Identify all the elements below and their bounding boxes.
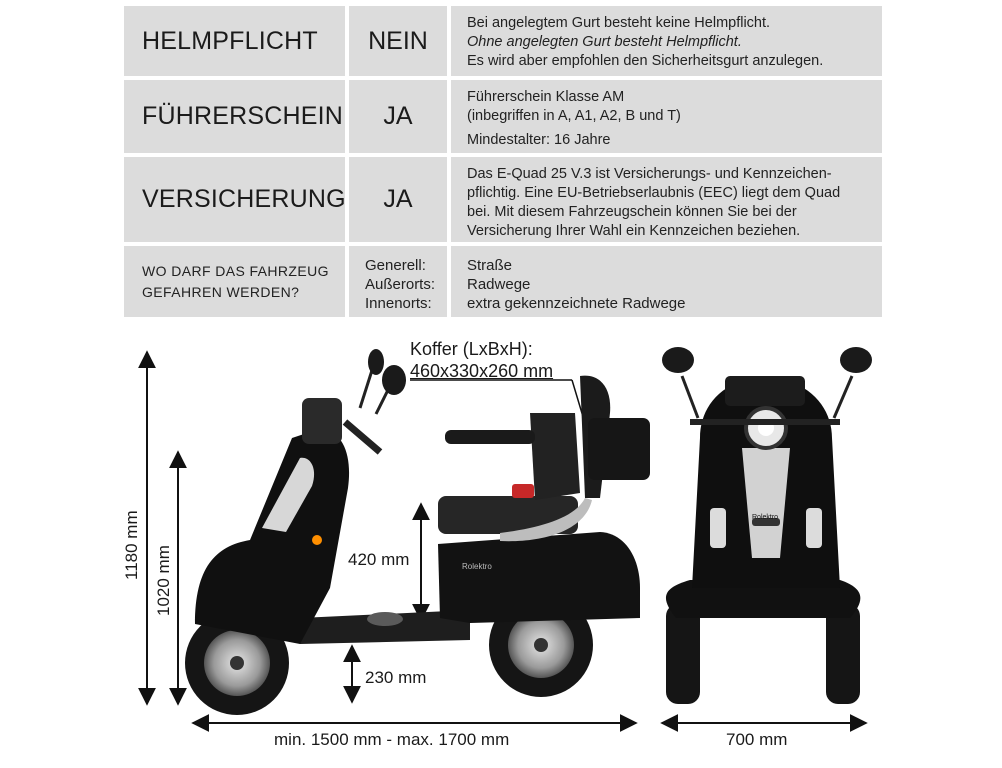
where-key: Generell:: [365, 257, 426, 274]
row-label-cell: [124, 157, 345, 242]
where-label: [142, 261, 329, 303]
where-key: Außerorts:: [365, 276, 436, 293]
width-label: 700 mm: [726, 730, 788, 749]
row-description: [451, 6, 882, 76]
description-line: Mindestalter: 16 Jahre: [467, 132, 611, 148]
row-value: JA: [383, 185, 413, 213]
koffer-label: [410, 338, 553, 382]
side-view: [185, 349, 650, 715]
row-label: VERSICHERUNG: [142, 185, 346, 213]
row-value-cell: [349, 80, 447, 153]
row-label: FÜHRERSCHEIN: [142, 102, 344, 130]
spec-row-helmpflicht: [124, 6, 882, 76]
description-line: Führerschein Klasse AM: [467, 89, 625, 105]
where-values-cell: [451, 246, 882, 317]
length-label: min. 1500 mm - max. 1700 mm: [274, 730, 510, 749]
row-label-cell: [124, 80, 345, 153]
spec-row-where: [124, 246, 882, 317]
row-value: NEIN: [368, 26, 428, 55]
description-line: Bei angelegtem Gurt besteht keine Helmpflicht.: [467, 15, 771, 31]
side-logo: Rolektro: [462, 562, 492, 571]
spec-row-versicherung: [124, 157, 882, 242]
row-value-cell: [349, 157, 447, 242]
description-line: bei. Mit diesem Fahrzeugschein können Sie bei der: [467, 204, 797, 220]
description-line: Das E-Quad 25 V.3 ist Versicherungs- und Kennzeichen-: [467, 166, 832, 182]
seat-height-label: 420 mm: [348, 550, 410, 569]
where-key: Innenorts:: [365, 295, 432, 312]
description-line: pflichtig. Eine EU-Betriebserlaubnis (EEC) liegt dem Quad: [467, 185, 841, 201]
where-value: Straße: [467, 257, 513, 274]
front-logo: Rolektro: [752, 514, 779, 521]
where-value: Radwege: [467, 276, 531, 293]
row-description: [451, 157, 882, 242]
koffer-title: Koffer (LxBxH):: [410, 339, 533, 359]
where-label-line: WO DARF DAS FAHRZEUG: [142, 262, 329, 279]
description-line: (inbegriffen in A, A1, A2, B und T): [467, 108, 681, 124]
where-keys-cell: [349, 246, 447, 317]
height-total-label: 1180 mm: [122, 510, 141, 580]
row-label-cell: [124, 246, 345, 317]
front-view: [662, 347, 872, 704]
row-label-cell: [124, 6, 345, 76]
dimension-diagram: [0, 318, 1002, 768]
row-value-cell: [349, 6, 447, 76]
spec-row-fuehrerschein: [124, 80, 882, 153]
height-seat-label: 1020 mm: [154, 545, 173, 616]
where-label-line: GEFAHREN WERDEN?: [142, 283, 300, 300]
description-line: Versicherung Ihrer Wahl ein Kennzeichen beziehen.: [467, 223, 801, 239]
vehicle-illustration: [0, 318, 1002, 768]
where-value: extra gekennzeichnete Radwege: [467, 295, 686, 312]
description-line: Es wird aber empfohlen den Sicherheitsgurt anzulegen.: [467, 53, 824, 69]
description-line: Ohne angelegten Gurt besteht Helmpflicht.: [467, 34, 742, 50]
row-label: HELMPFLICHT: [142, 26, 318, 55]
clearance-label: 230 mm: [365, 668, 427, 687]
row-value: JA: [383, 102, 413, 130]
row-description: [451, 80, 882, 153]
koffer-dimensions: 460x330x260 mm: [410, 361, 554, 381]
